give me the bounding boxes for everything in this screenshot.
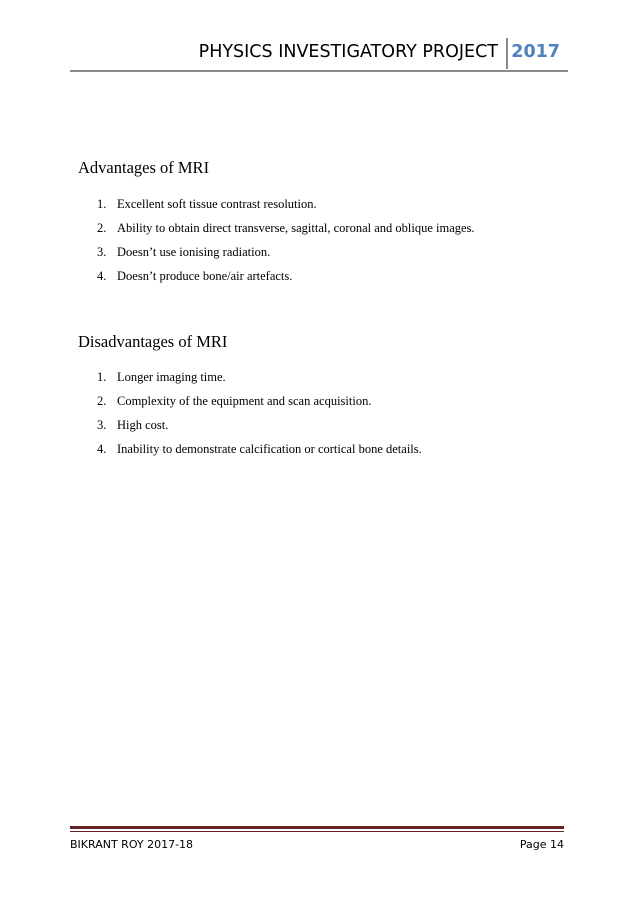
advantages-heading: Advantages of MRI: [78, 158, 210, 177]
list-item-number: 2.: [97, 394, 107, 408]
disadvantages-list: [97, 369, 422, 465]
header-separator: [506, 38, 508, 69]
list-item: [97, 393, 422, 417]
list-item-text: Doesn’t produce bone/air artefacts.: [117, 269, 293, 283]
list-item: [97, 244, 475, 268]
list-item: [97, 441, 422, 465]
list-item: [97, 268, 475, 292]
footer-page-number: Page 14: [519, 838, 564, 851]
list-item-number: 3.: [97, 418, 107, 432]
list-item-number: 1.: [97, 197, 107, 211]
footer-rule-thin: [70, 831, 564, 832]
list-item-text: Doesn’t use ionising radiation.: [117, 245, 271, 259]
list-item-text: High cost.: [117, 418, 169, 432]
list-item: [97, 417, 422, 441]
list-item-number: 3.: [97, 245, 107, 259]
advantages-list: [97, 196, 475, 292]
list-item-number: 2.: [97, 221, 107, 235]
page-footer: [70, 826, 564, 856]
list-item-text: Complexity of the equipment and scan acquisition.: [117, 394, 372, 408]
list-item-number: 4.: [97, 269, 107, 283]
list-item-text: Longer imaging time.: [117, 370, 226, 384]
header-title: PHYSICS INVESTIGATORY PROJECT: [198, 42, 498, 62]
list-item: [97, 220, 475, 244]
list-item: [97, 196, 475, 220]
list-item-text: Excellent soft tissue contrast resolution.: [117, 197, 317, 211]
disadvantages-heading: Disadvantages of MRI: [78, 332, 228, 351]
header-year: 2017: [511, 42, 560, 62]
footer-author: BIKRANT ROY 2017-18: [70, 838, 194, 851]
page-header: [70, 38, 568, 72]
list-item-number: 1.: [97, 370, 107, 384]
list-item-number: 4.: [97, 442, 107, 456]
list-item: [97, 369, 422, 393]
list-item-text: Inability to demonstrate calcification or cortical bone details.: [117, 442, 422, 456]
list-item-text: Ability to obtain direct transverse, sagittal, coronal and oblique images.: [117, 221, 475, 235]
footer-rule-thick: [70, 826, 564, 829]
header-rule: [70, 70, 568, 72]
